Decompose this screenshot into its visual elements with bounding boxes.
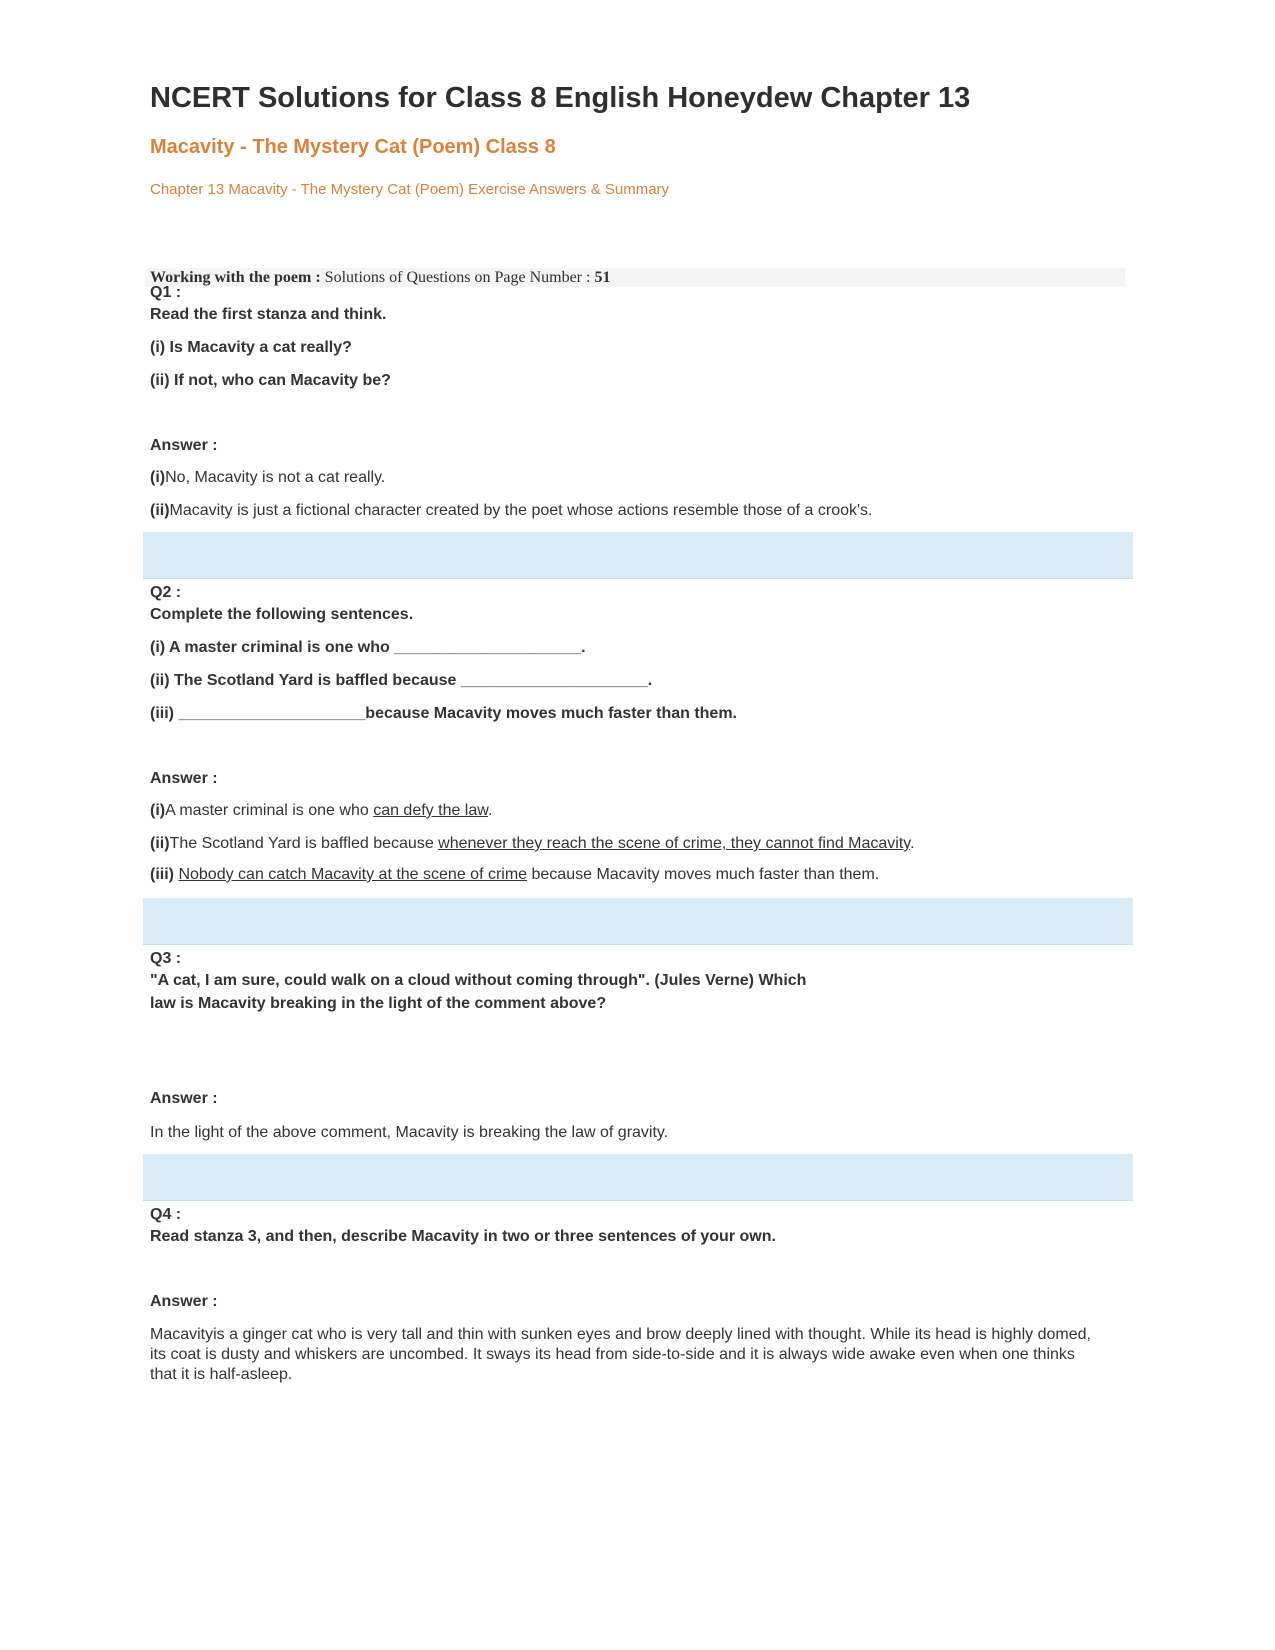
q2-label: Q2 : — [150, 584, 182, 601]
answer-text: The Scotland Yard is baffled because — [169, 835, 439, 852]
section-label: Working with the poem : — [150, 269, 321, 286]
q2-line: (iii) _____________________because Macavity moves much faster than them. — [150, 705, 737, 722]
q1-line: Read the first stanza and think. — [150, 306, 387, 323]
page-subtitle: Macavity - The Mystery Cat (Poem) Class 8 — [150, 136, 556, 158]
question-divider — [143, 1154, 1133, 1201]
q1-line: (ii) If not, who can Macavity be? — [150, 372, 391, 389]
answer-number: (i) — [150, 469, 166, 486]
answer-fill: Nobody can catch Macavity at the scene of crime — [178, 866, 528, 883]
q4-label: Q4 : — [150, 1206, 182, 1223]
q2-line: (ii) The Scotland Yard is baffled because _____________________. — [150, 672, 653, 689]
answer-fill: whenever they reach the scene of crime, they cannot find Macavity — [438, 835, 911, 852]
q4-line: Read stanza 3, and then, describe Macavity in two or three sentences of your own. — [150, 1228, 776, 1245]
section-text: Solutions of Questions on Page Number : — [320, 269, 595, 286]
answer-text: . — [487, 802, 493, 819]
q3-answer-label: Answer : — [150, 1090, 218, 1107]
section-page-number: 51 — [594, 269, 611, 286]
q2-answer-label: Answer : — [150, 770, 218, 787]
answer-text: Macavity is just a fictional character created by the poet whose actions resemble those of a crook's. — [169, 502, 873, 519]
q1-answer-label: Answer : — [150, 437, 218, 454]
q4-answer-label: Answer : — [150, 1293, 218, 1310]
question-divider — [143, 898, 1133, 945]
answer-text: . — [910, 835, 915, 852]
q2-answer-item — [150, 866, 879, 884]
answer-number: (ii) — [150, 502, 170, 519]
answer-number: (i) — [150, 802, 166, 819]
answer-number: (iii) — [150, 866, 174, 883]
page-title: NCERT Solutions for Class 8 English Honeydew Chapter 13 — [150, 82, 971, 114]
q1-label: Q1 : — [150, 284, 182, 301]
question-divider — [143, 532, 1133, 579]
section-heading — [150, 268, 610, 287]
q3-line: law is Macavity breaking in the light of the comment above? — [150, 995, 607, 1012]
q1-line: (i) Is Macavity a cat really? — [150, 339, 352, 356]
q2-answer-item — [150, 835, 915, 853]
answer-text: because Macavity moves much faster than them. — [527, 866, 880, 883]
q1-answer-item — [150, 502, 873, 520]
chapter-description: Chapter 13 Macavity - The Mystery Cat (Poem) Exercise Answers & Summary — [150, 181, 670, 198]
q2-line: (i) A master criminal is one who _____________________. — [150, 639, 586, 656]
q1-answer-item — [150, 469, 385, 487]
q3-label: Q3 : — [150, 950, 182, 967]
q3-line: "A cat, I am sure, could walk on a cloud without coming through". (Jules Verne) Which — [150, 972, 807, 989]
answer-number: (ii) — [150, 835, 170, 852]
answer-text: No, Macavity is not a cat really. — [165, 469, 386, 486]
answer-fill: can defy the law — [373, 802, 488, 819]
answer-text: A master criminal is one who — [165, 802, 374, 819]
q2-line: Complete the following sentences. — [150, 606, 414, 623]
q3-answer: In the light of the above comment, Macavity is breaking the law of gravity. — [150, 1124, 669, 1141]
q2-answer-item — [150, 802, 492, 820]
q4-answer: Macavityis a ginger cat who is very tall and thin with sunken eyes and brow deeply lined with thought. While its head is highly domed, its coat is dusty and whiskers are uncombed. It sways its head from side-to-side and it is always wide awake even when one thinks that it is half-asleep. — [150, 1326, 1091, 1383]
